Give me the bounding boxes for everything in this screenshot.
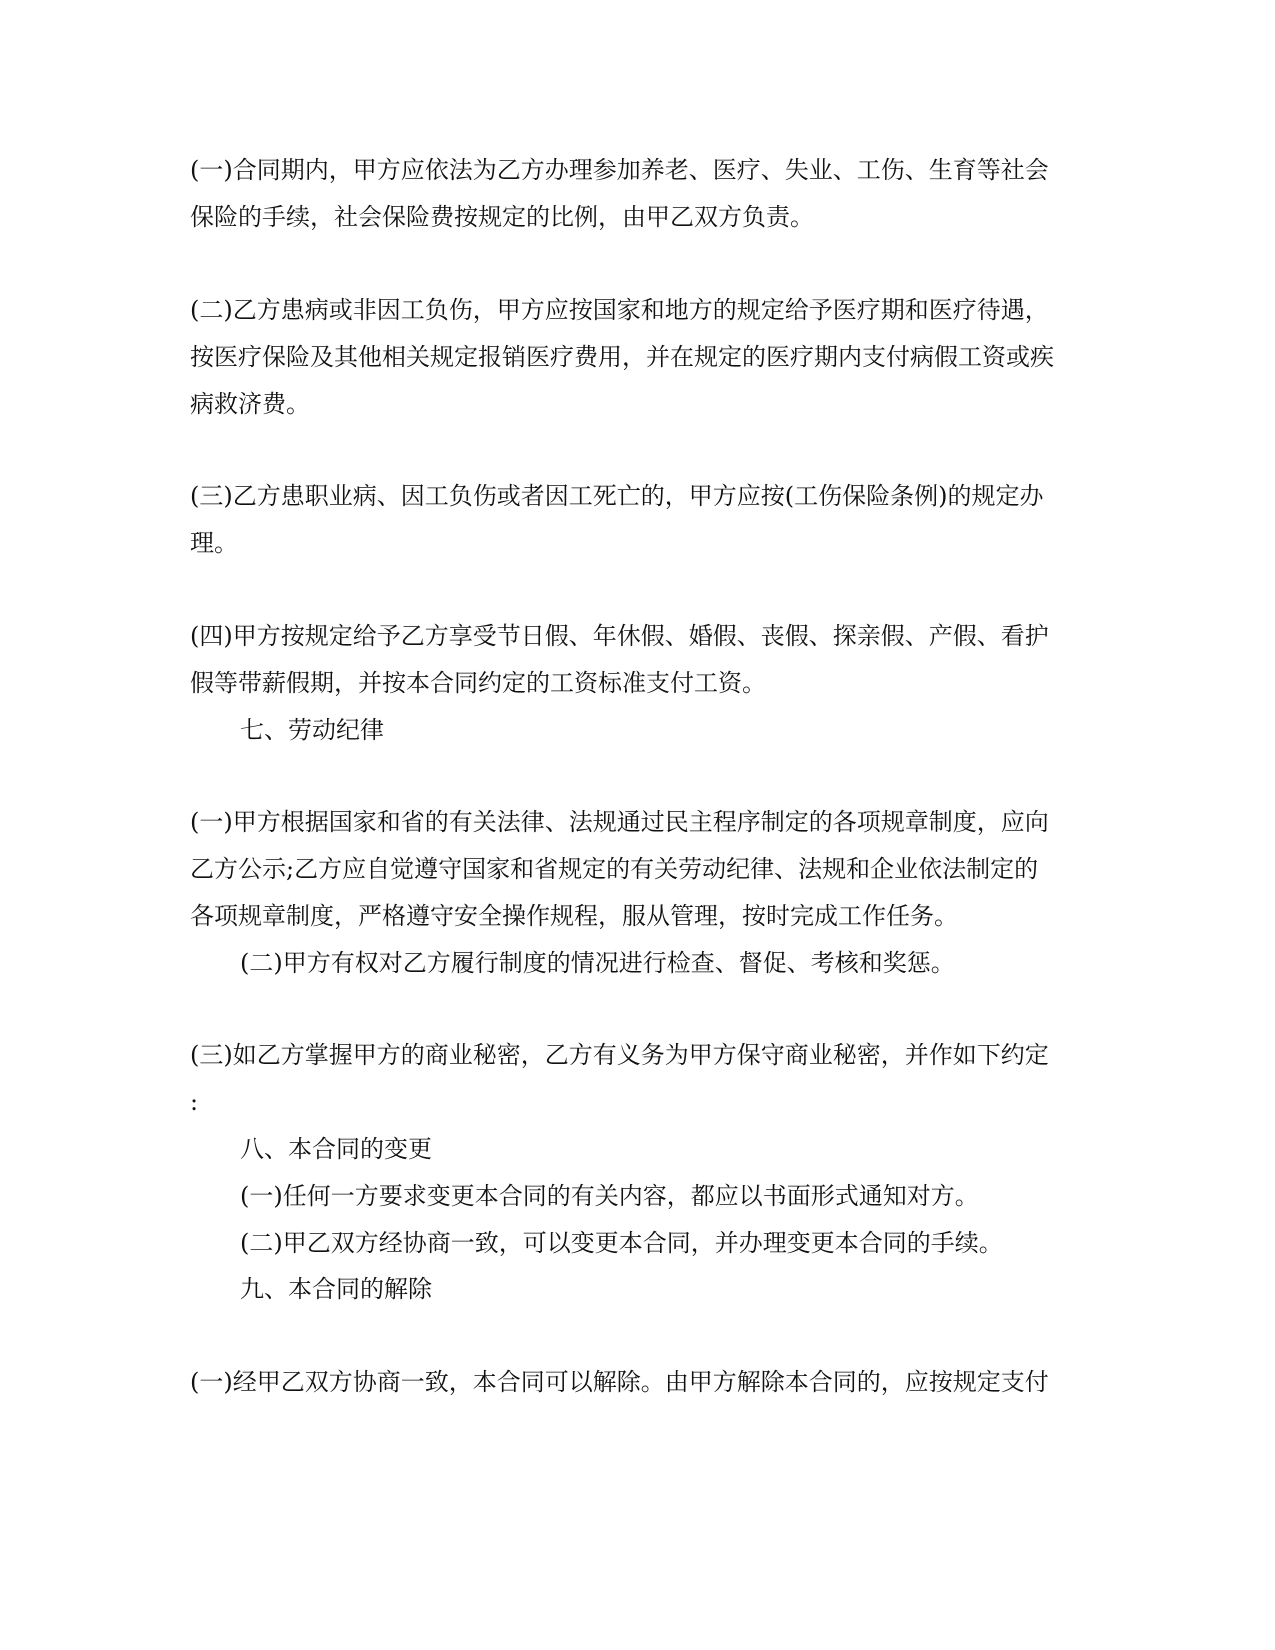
text-line: (三)乙方患职业病、因工负伤或者因工死亡的，甲方应按(工伤保险条例)的规定办 <box>190 482 1044 510</box>
section-heading: 九、本合同的解除 <box>240 1275 432 1303</box>
text-line: 保险的手续，社会保险费按规定的比例，由甲乙双方负责。 <box>190 203 814 231</box>
text-line: (三)如乙方掌握甲方的商业秘密，乙方有义务为甲方保守商业秘密，并作如下约定 <box>190 1041 1049 1069</box>
text-line: (一)甲方根据国家和省的有关法律、法规通过民主程序制定的各项规章制度，应向 <box>190 808 1049 836</box>
section-heading: 七、劳动纪律 <box>240 716 384 744</box>
text-line: (二)甲乙双方经协商一致，可以变更本合同，并办理变更本合同的手续。 <box>240 1229 1003 1257</box>
text-line: : <box>190 1088 199 1116</box>
text-line: 各项规章制度，严格遵守安全操作规程，服从管理，按时完成工作任务。 <box>190 902 958 930</box>
text-line: (一)合同期内，甲方应依法为乙方办理参加养老、医疗、失业、工伤、生育等社会 <box>190 156 1049 184</box>
text-line: 按医疗保险及其他相关规定报销医疗费用，并在规定的医疗期内支付病假工资或疾 <box>190 343 1054 371</box>
text-line: 理。 <box>190 529 238 557</box>
text-line: (四)甲方按规定给予乙方享受节日假、年休假、婚假、丧假、探亲假、产假、看护 <box>190 622 1049 650</box>
text-line: (一)任何一方要求变更本合同的有关内容，都应以书面形式通知对方。 <box>240 1182 979 1210</box>
text-line: (二)甲方有权对乙方履行制度的情况进行检查、督促、考核和奖惩。 <box>240 949 955 977</box>
text-line: (二)乙方患病或非因工负伤，甲方应按国家和地方的规定给予医疗期和医疗待遇， <box>190 296 1049 324</box>
text-line: (一)经甲乙双方协商一致，本合同可以解除。由甲方解除本合同的，应按规定支付 <box>190 1368 1049 1396</box>
text-line: 乙方公示;乙方应自觉遵守国家和省规定的有关劳动纪律、法规和企业依法制定的 <box>190 855 1039 883</box>
section-heading: 八、本合同的变更 <box>240 1135 432 1163</box>
text-line: 病救济费。 <box>190 390 310 418</box>
text-line: 假等带薪假期，并按本合同约定的工资标准支付工资。 <box>190 669 766 697</box>
